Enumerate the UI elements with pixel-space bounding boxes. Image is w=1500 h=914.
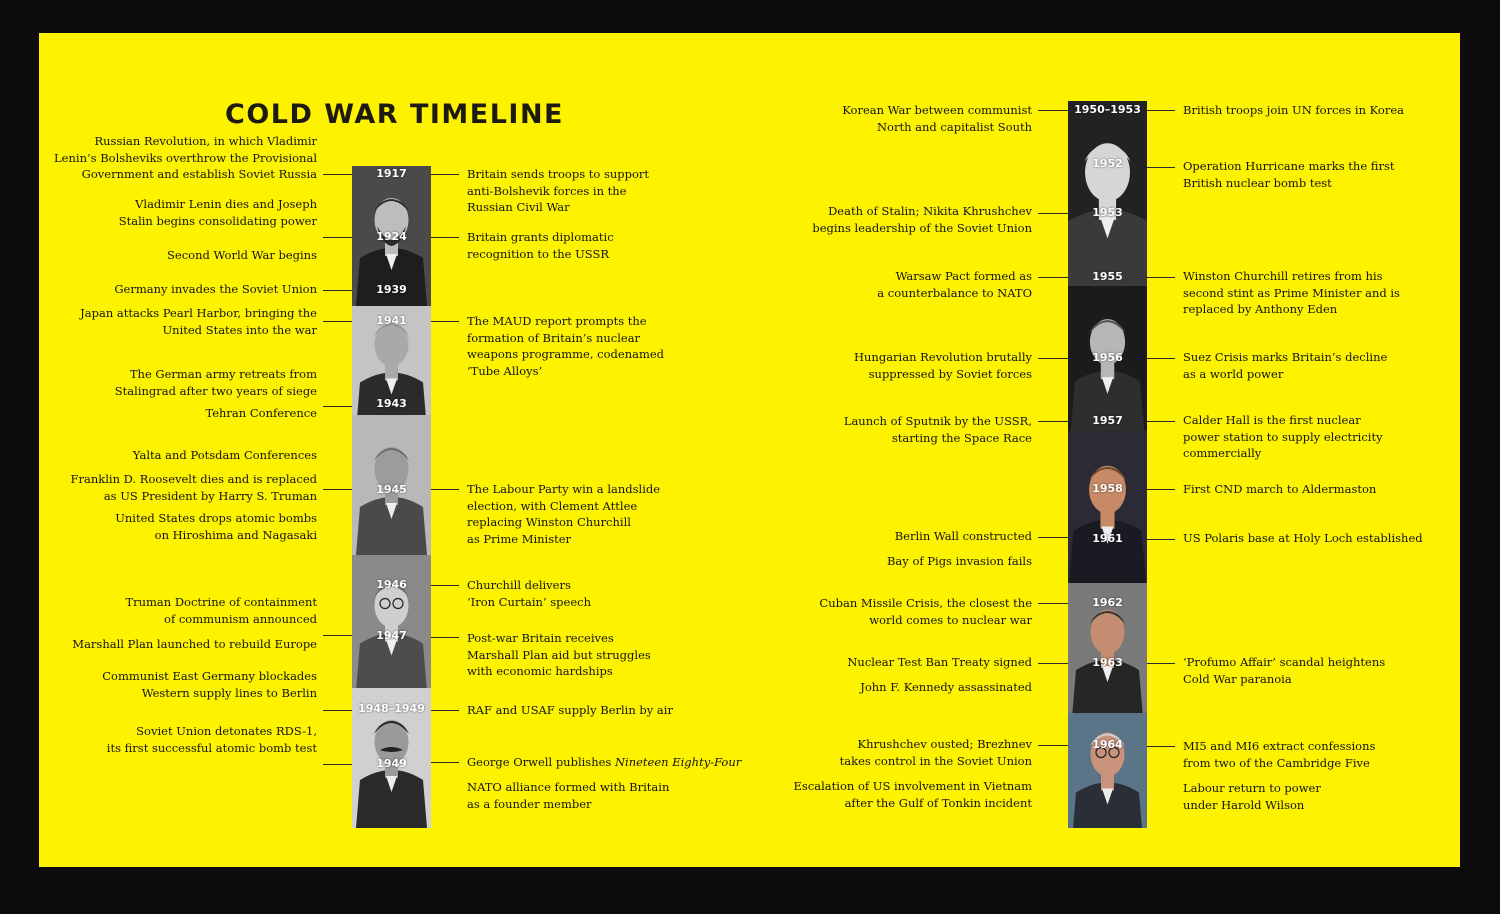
page-title: COLD WAR TIMELINE — [225, 99, 565, 130]
event-line: Operation Hurricane marks the first — [1183, 159, 1395, 173]
event-line: world comes to nuclear war — [869, 612, 1032, 627]
year-label: 1964 — [1092, 738, 1123, 751]
event-line: Franklin D. Roosevelt dies and is replaced — [70, 472, 317, 486]
year-label: 1924 — [376, 230, 407, 243]
event-line: US Polaris base at Holy Loch established — [1183, 531, 1423, 545]
year-label: 1957 — [1092, 414, 1123, 427]
event-line: as Prime Minister — [467, 531, 572, 546]
event-line: Nuclear Test Ban Treaty signed — [847, 655, 1032, 669]
event-right — [467, 779, 669, 812]
year-label: 1952 — [1092, 157, 1123, 170]
event-line: George Orwell publishes Nineteen Eighty-Four — [467, 755, 742, 769]
year-label: 1917 — [376, 167, 407, 180]
event-line: Calder Hall is the first nuclear — [1183, 413, 1361, 427]
event-line: Russian Revolution, in which Vladimir — [94, 134, 317, 148]
event-line: ‘Profumo Affair’ scandal heightens — [1183, 655, 1386, 669]
event-right — [467, 630, 651, 680]
event-left — [844, 413, 1032, 446]
event-right — [1183, 738, 1375, 771]
connector-line — [1038, 110, 1068, 111]
event-line: as US President by Harry S. Truman — [103, 488, 317, 503]
event-left — [80, 305, 317, 338]
connector-line — [1038, 213, 1068, 214]
event-left — [895, 528, 1032, 545]
event-left — [887, 553, 1032, 570]
event-line: United States drops atomic bombs — [115, 511, 317, 525]
event-line: a counterbalance to NATO — [877, 285, 1032, 300]
event-right — [467, 754, 741, 771]
event-line: Escalation of US involvement in Vietnam — [793, 779, 1032, 793]
event-left — [102, 668, 317, 701]
event-line: with economic hardships — [467, 664, 613, 678]
event-line: anti-Bolshevik forces in the — [467, 183, 627, 198]
timeline-page — [39, 33, 1460, 867]
event-left — [812, 203, 1032, 236]
event-line: Labour return to power — [1183, 781, 1321, 795]
event-line: formation of Britain’s nuclear — [467, 330, 641, 345]
event-line: Soviet Union detonates RDS-1, — [136, 724, 317, 738]
event-line: Post-war Britain receives — [467, 631, 614, 645]
event-line: John F. Kennedy assassinated — [860, 680, 1032, 694]
event-right — [467, 166, 649, 216]
year-label: 1961 — [1092, 532, 1123, 545]
event-line: of communism announced — [164, 611, 317, 626]
khrushchev-portrait — [1068, 101, 1147, 286]
event-line: Government and establish Soviet Russia — [81, 167, 317, 181]
event-left — [119, 196, 317, 229]
connector-line — [1038, 745, 1068, 746]
event-left — [205, 405, 317, 422]
event-line: as a founder member — [467, 796, 592, 811]
event-line: British nuclear bomb test — [1183, 175, 1332, 190]
event-line: Second World War begins — [167, 248, 317, 262]
year-label: 1939 — [376, 283, 407, 296]
year-label: 1955 — [1092, 270, 1123, 283]
event-right — [467, 313, 664, 379]
event-right — [1183, 530, 1423, 547]
event-right — [1183, 268, 1400, 318]
year-label: 1950–1953 — [1074, 103, 1141, 116]
event-right — [1183, 158, 1394, 191]
connector-line — [1147, 489, 1175, 490]
event-left — [133, 447, 317, 464]
connector-line — [323, 174, 352, 175]
event-line: second stint as Prime Minister and is — [1183, 285, 1400, 300]
event-line: Stalingrad after two years of siege — [114, 383, 317, 398]
event-line: RAF and USAF supply Berlin by air — [467, 703, 673, 717]
connector-line — [323, 710, 352, 711]
event-line: Yalta and Potsdam Conferences — [132, 448, 317, 462]
event-left — [840, 736, 1032, 769]
event-line: Korean War between communist — [842, 103, 1032, 117]
event-line: Bay of Pigs invasion fails — [886, 554, 1032, 568]
event-line: Britain grants diplomatic — [467, 230, 614, 244]
event-line: Communist East Germany blockades — [102, 669, 317, 683]
event-left — [115, 510, 317, 543]
year-label: 1946 — [376, 578, 407, 591]
event-right — [1183, 780, 1321, 813]
event-line: election, with Clement Attlee — [467, 498, 638, 513]
connector-line — [431, 321, 459, 322]
event-right — [1183, 654, 1385, 687]
connector-line — [323, 489, 352, 490]
event-line: Stalin begins consolidating power — [118, 213, 317, 228]
event-left — [54, 133, 317, 183]
connector-line — [431, 174, 459, 175]
connector-line — [1147, 167, 1175, 168]
event-line: Cuban Missile Crisis, the closest the — [819, 596, 1032, 610]
connector-line — [1147, 110, 1175, 111]
event-line: Warsaw Pact formed as — [895, 269, 1032, 283]
event-line: United States into the war — [162, 322, 317, 337]
connector-line — [1147, 663, 1175, 664]
event-right — [1183, 102, 1404, 119]
event-line: takes control in the Soviet Union — [839, 753, 1032, 768]
event-line: replacing Winston Churchill — [467, 515, 631, 529]
event-line: MI5 and MI6 extract confessions — [1183, 739, 1376, 753]
event-line: NATO alliance formed with Britain — [467, 780, 670, 794]
event-line: Death of Stalin; Nikita Khrushchev — [828, 204, 1032, 218]
event-right — [1183, 349, 1387, 382]
event-line: Winston Churchill retires from his — [1183, 269, 1383, 283]
connector-line — [431, 710, 459, 711]
year-label: 1947 — [376, 629, 407, 642]
event-right — [467, 481, 660, 547]
right_column-photo-strip — [1068, 101, 1147, 828]
connector-line — [1038, 421, 1068, 422]
connector-line — [1038, 603, 1068, 604]
event-line: replaced by Anthony Eden — [1183, 302, 1338, 316]
event-line: starting the Space Race — [891, 430, 1032, 445]
event-line: The German army retreats from — [129, 367, 317, 381]
event-line: under Harold Wilson — [1183, 797, 1305, 812]
event-line: Marshall Plan aid but struggles — [467, 647, 651, 662]
year-label: 1948–1949 — [358, 702, 425, 715]
event-right — [1183, 481, 1376, 498]
event-left — [114, 281, 317, 298]
connector-line — [431, 585, 459, 586]
event-line: begins leadership of the Soviet Union — [812, 220, 1032, 235]
event-left — [71, 471, 317, 504]
event-left — [847, 654, 1032, 671]
connector-line — [431, 489, 459, 490]
kennedy-portrait — [1068, 431, 1147, 583]
year-label: 1949 — [376, 757, 407, 770]
year-label: 1963 — [1092, 656, 1123, 669]
event-left — [877, 268, 1032, 301]
event-line: Tehran Conference — [205, 406, 317, 420]
connector-line — [1038, 277, 1068, 278]
connector-line — [1038, 537, 1068, 538]
event-left — [794, 778, 1032, 811]
year-label: 1941 — [376, 314, 407, 327]
event-line: Churchill delivers — [467, 578, 571, 592]
connector-line — [1147, 539, 1175, 540]
event-line: Marshall Plan launched to rebuild Europe — [72, 637, 317, 651]
connector-line — [1147, 746, 1175, 747]
event-line: Russian Civil War — [467, 200, 570, 214]
event-line: recognition to the USSR — [467, 246, 609, 261]
year-label: 1945 — [376, 483, 407, 496]
event-left — [107, 723, 317, 756]
event-line: power station to supply electricity — [1183, 429, 1383, 444]
event-right — [1183, 412, 1383, 462]
event-left — [842, 102, 1032, 135]
connector-line — [1147, 358, 1175, 359]
connector-line — [1038, 358, 1068, 359]
year-label: 1958 — [1092, 482, 1123, 495]
event-left — [167, 247, 317, 264]
event-left — [854, 349, 1032, 382]
connector-line — [431, 237, 459, 238]
connector-line — [323, 635, 352, 636]
event-line: The MAUD report prompts the — [467, 314, 647, 328]
event-line: First CND march to Aldermaston — [1183, 482, 1377, 496]
left_column-photo-strip — [352, 166, 431, 828]
year-label: 1953 — [1092, 206, 1123, 219]
year-label: 1956 — [1092, 351, 1123, 364]
event-line: British troops join UN forces in Korea — [1183, 103, 1404, 117]
connector-line — [1147, 277, 1175, 278]
wilson-portrait — [1068, 713, 1147, 828]
connector-line — [323, 321, 352, 322]
event-right — [467, 229, 614, 262]
year-label: 1943 — [376, 397, 407, 410]
event-line: ‘Iron Curtain’ speech — [467, 594, 591, 609]
event-line: ‘Tube Alloys’ — [467, 363, 543, 378]
event-line: Lenin’s Bolsheviks overthrow the Provisional — [54, 150, 317, 165]
connector-line — [431, 762, 459, 763]
connector-line — [1147, 421, 1175, 422]
connector-line — [323, 406, 352, 407]
event-line: Berlin Wall constructed — [894, 529, 1032, 543]
event-line: Japan attacks Pearl Harbor, bringing the — [80, 306, 317, 320]
event-line: on Hiroshima and Nagasaki — [154, 527, 317, 542]
event-line: North and capitalist South — [876, 119, 1032, 134]
event-right — [467, 577, 591, 610]
connector-line — [323, 237, 352, 238]
event-line: commercially — [1183, 446, 1262, 460]
event-line: Launch of Sputnik by the USSR, — [843, 414, 1032, 428]
event-line: Truman Doctrine of containment — [125, 595, 317, 609]
event-line: after the Gulf of Tonkin incident — [844, 795, 1032, 810]
event-left — [860, 679, 1032, 696]
event-line: Cold War paranoia — [1183, 671, 1292, 686]
event-line: Vladimir Lenin dies and Joseph — [135, 197, 317, 211]
event-line: Germany invades the Soviet Union — [114, 282, 317, 296]
event-line: suppressed by Soviet forces — [868, 366, 1032, 381]
connector-line — [431, 637, 459, 638]
event-left — [115, 366, 317, 399]
event-left — [819, 595, 1032, 628]
event-line: Western supply lines to Berlin — [141, 685, 317, 700]
event-line: The Labour Party win a landslide — [467, 482, 661, 496]
event-line: Britain sends troops to support — [467, 167, 650, 181]
connector-line — [323, 764, 352, 765]
event-left — [125, 594, 317, 627]
truman-portrait — [352, 555, 431, 688]
event-line: as a world power — [1183, 366, 1284, 381]
event-line: Khrushchev ousted; Brezhnev — [857, 737, 1032, 751]
event-left — [72, 636, 317, 653]
event-right — [467, 702, 673, 719]
connector-line — [1038, 663, 1068, 664]
event-line: Hungarian Revolution brutally — [853, 350, 1032, 364]
year-label: 1962 — [1092, 596, 1123, 609]
event-line: Suez Crisis marks Britain’s decline — [1183, 350, 1388, 364]
connector-line — [323, 290, 352, 291]
event-line: its first successful atomic bomb test — [106, 740, 317, 755]
event-line: weapons programme, codenamed — [467, 347, 665, 361]
event-line: from two of the Cambridge Five — [1183, 755, 1370, 770]
